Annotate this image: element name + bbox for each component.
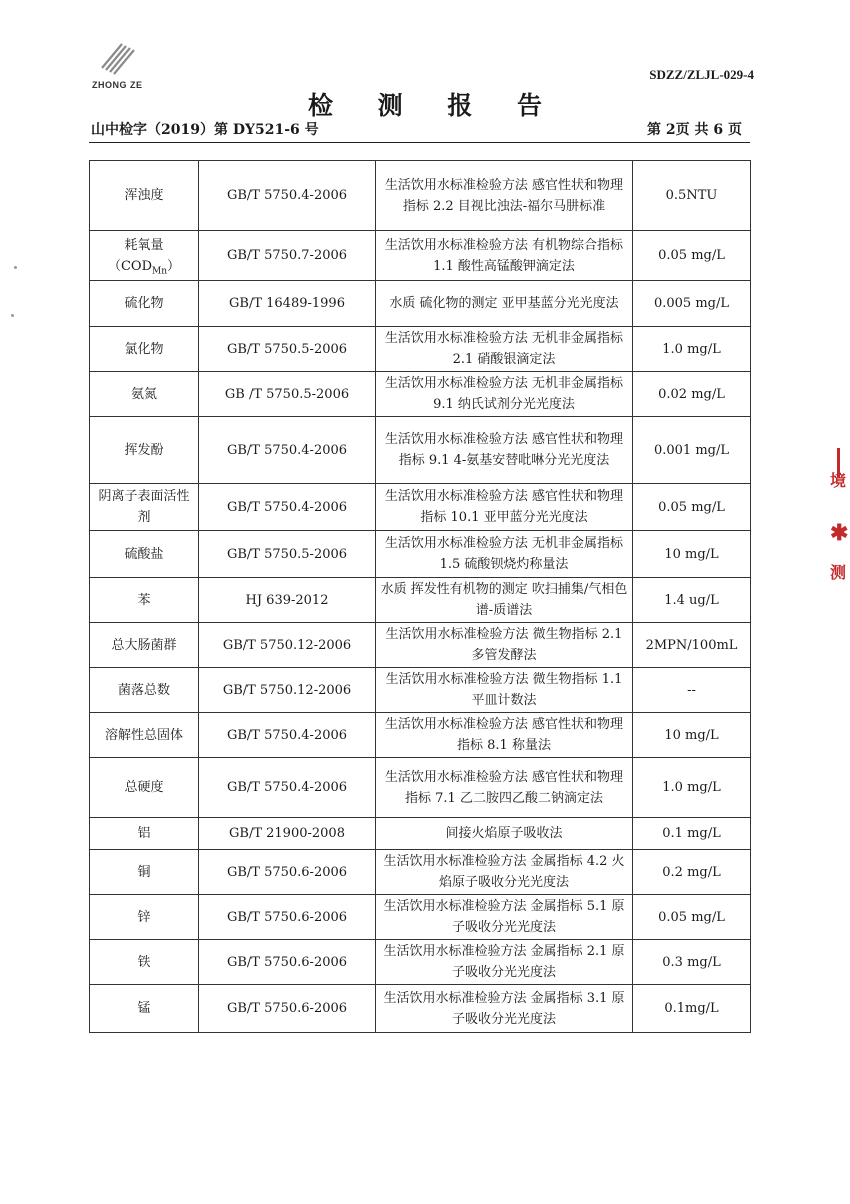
row-standard: GB/T 5750.12-2006: [199, 668, 376, 713]
table-row: [90, 231, 751, 281]
row-method: 生活饮用水标准检验方法 感官性状和物理指标 8.1 称量法: [376, 713, 633, 758]
row-standard: GB/T 21900-2008: [199, 818, 376, 850]
row-standard: GB/T 5750.7-2006: [199, 231, 376, 281]
table-row: [90, 281, 751, 327]
row-limit: 10 mg/L: [633, 531, 751, 578]
test-methods-table: [89, 160, 751, 1033]
row-item: 铁: [90, 940, 199, 985]
row-standard: GB/T 5750.4-2006: [199, 161, 376, 231]
row-method: 生活饮用水标准检验方法 金属指标 3.1 原子吸收分光光度法: [376, 985, 633, 1033]
table-row: [90, 531, 751, 578]
row-limit: 0.05 mg/L: [633, 484, 751, 531]
table-row: [90, 161, 751, 231]
table-row: [90, 578, 751, 623]
table-row: [90, 713, 751, 758]
row-limit: 0.001 mg/L: [633, 417, 751, 484]
row-standard: GB/T 5750.6-2006: [199, 940, 376, 985]
header-divider: [89, 142, 750, 143]
row-method: 生活饮用水标准检验方法 有机物综合指标 1.1 酸性高锰酸钾滴定法: [376, 231, 633, 281]
row-limit: 0.5NTU: [633, 161, 751, 231]
table-row: [90, 417, 751, 484]
row-item: 锰: [90, 985, 199, 1033]
table-row: [90, 818, 751, 850]
formula-prefix: （COD: [107, 258, 152, 274]
row-item: 锌: [90, 895, 199, 940]
row-limit: 10 mg/L: [633, 713, 751, 758]
row-standard: GB/T 5750.4-2006: [199, 713, 376, 758]
row-item-name: 耗氧量: [124, 237, 164, 253]
row-limit: 0.1mg/L: [633, 985, 751, 1033]
document-code: SDZZ/ZLJL-029-4: [649, 67, 754, 82]
row-item: [90, 231, 199, 281]
row-item-formula: [107, 258, 181, 277]
row-method: 生活饮用水标准检验方法 金属指标 2.1 原子吸收分光光度法: [376, 940, 633, 985]
table-row: [90, 850, 751, 895]
row-item: 铜: [90, 850, 199, 895]
row-method: 生活饮用水标准检验方法 感官性状和物理指标 2.2 目视比浊法-福尔马肼标准: [376, 161, 633, 231]
row-item: 阴离子表面活性剂: [90, 484, 199, 531]
row-standard: GB/T 5750.5-2006: [199, 327, 376, 372]
row-limit: 0.05 mg/L: [633, 231, 751, 281]
row-method: 生活饮用水标准检验方法 无机非金属指标 1.5 硫酸钡烧灼称量法: [376, 531, 633, 578]
row-item: 苯: [90, 578, 199, 623]
row-method: 水质 硫化物的测定 亚甲基蓝分光光度法: [376, 281, 633, 327]
row-limit: 2MPN/100mL: [633, 623, 751, 668]
row-item: 总大肠菌群: [90, 623, 199, 668]
scan-speck: [11, 314, 14, 317]
row-standard: GB/T 5750.6-2006: [199, 895, 376, 940]
table-row: [90, 668, 751, 713]
row-method: 生活饮用水标准检验方法 微生物指标 1.1 平皿计数法: [376, 668, 633, 713]
row-standard: GB /T 5750.5-2006: [199, 372, 376, 417]
row-limit: 1.0 mg/L: [633, 327, 751, 372]
row-standard: HJ 639-2012: [199, 578, 376, 623]
row-method: 生活饮用水标准检验方法 感官性状和物理指标 7.1 乙二胺四乙酸二钠滴定法: [376, 758, 633, 818]
table-row: [90, 758, 751, 818]
logo-stripes-icon: [92, 40, 142, 80]
row-limit: 0.1 mg/L: [633, 818, 751, 850]
stamp-blot: ✱: [830, 520, 849, 546]
report-number: 山中检字（2019）第 DY521-6 号: [91, 122, 319, 138]
row-limit: 1.4 ug/L: [633, 578, 751, 623]
logo-text: ZHONG ZE: [92, 80, 143, 90]
row-limit: 0.02 mg/L: [633, 372, 751, 417]
row-method: 生活饮用水标准检验方法 无机非金属指标 9.1 纳氏试剂分光光度法: [376, 372, 633, 417]
row-item: 总硬度: [90, 758, 199, 818]
row-method: 生活饮用水标准检验方法 感官性状和物理指标 9.1 4-氨基安替吡啉分光光度法: [376, 417, 633, 484]
row-limit: 0.005 mg/L: [633, 281, 751, 327]
row-method: 水质 挥发性有机物的测定 吹扫捕集/气相色谱-质谱法: [376, 578, 633, 623]
row-limit: 1.0 mg/L: [633, 758, 751, 818]
page-title: 检 测 报 告: [307, 91, 561, 120]
row-standard: GB/T 5750.5-2006: [199, 531, 376, 578]
row-standard: GB/T 16489-1996: [199, 281, 376, 327]
scan-speck: [14, 266, 17, 269]
row-limit: 0.05 mg/L: [633, 895, 751, 940]
row-item: 氨氮: [90, 372, 199, 417]
row-standard: GB/T 5750.4-2006: [199, 484, 376, 531]
row-method: 生活饮用水标准检验方法 金属指标 5.1 原子吸收分光光度法: [376, 895, 633, 940]
table-row: [90, 940, 751, 985]
row-method: 生活饮用水标准检验方法 感官性状和物理指标 10.1 亚甲蓝分光光度法: [376, 484, 633, 531]
row-standard: GB/T 5750.4-2006: [199, 758, 376, 818]
row-item: 铝: [90, 818, 199, 850]
row-standard: GB/T 5750.6-2006: [199, 850, 376, 895]
formula-suffix: ）: [167, 258, 181, 274]
test-methods-table-body: [90, 161, 751, 1033]
row-item: 溶解性总固体: [90, 713, 199, 758]
table-row: [90, 484, 751, 531]
row-item: 菌落总数: [90, 668, 199, 713]
row-method: 生活饮用水标准检验方法 无机非金属指标 2.1 硝酸银滴定法: [376, 327, 633, 372]
row-item: 挥发酚: [90, 417, 199, 484]
row-limit: 0.3 mg/L: [633, 940, 751, 985]
table-row: [90, 895, 751, 940]
row-item: 浑浊度: [90, 161, 199, 231]
row-standard: GB/T 5750.4-2006: [199, 417, 376, 484]
stamp-char: 境: [830, 471, 847, 490]
page-indicator: 第 2页 共 6 页: [647, 122, 742, 138]
row-item: 硫酸盐: [90, 531, 199, 578]
table-row: [90, 623, 751, 668]
row-standard: GB/T 5750.12-2006: [199, 623, 376, 668]
row-method: 生活饮用水标准检验方法 微生物指标 2.1 多管发酵法: [376, 623, 633, 668]
row-item: 氯化物: [90, 327, 199, 372]
formula-subscript: Mn: [152, 266, 168, 277]
row-method: 间接火焰原子吸收法: [376, 818, 633, 850]
row-method: 生活饮用水标准检验方法 金属指标 4.2 火焰原子吸收分光光度法: [376, 850, 633, 895]
stamp-char: 测: [830, 563, 847, 582]
row-limit: --: [633, 668, 751, 713]
row-standard: GB/T 5750.6-2006: [199, 985, 376, 1033]
table-row: [90, 327, 751, 372]
row-limit: 0.2 mg/L: [633, 850, 751, 895]
row-item: 硫化物: [90, 281, 199, 327]
table-row: [90, 372, 751, 417]
table-row: [90, 985, 751, 1033]
